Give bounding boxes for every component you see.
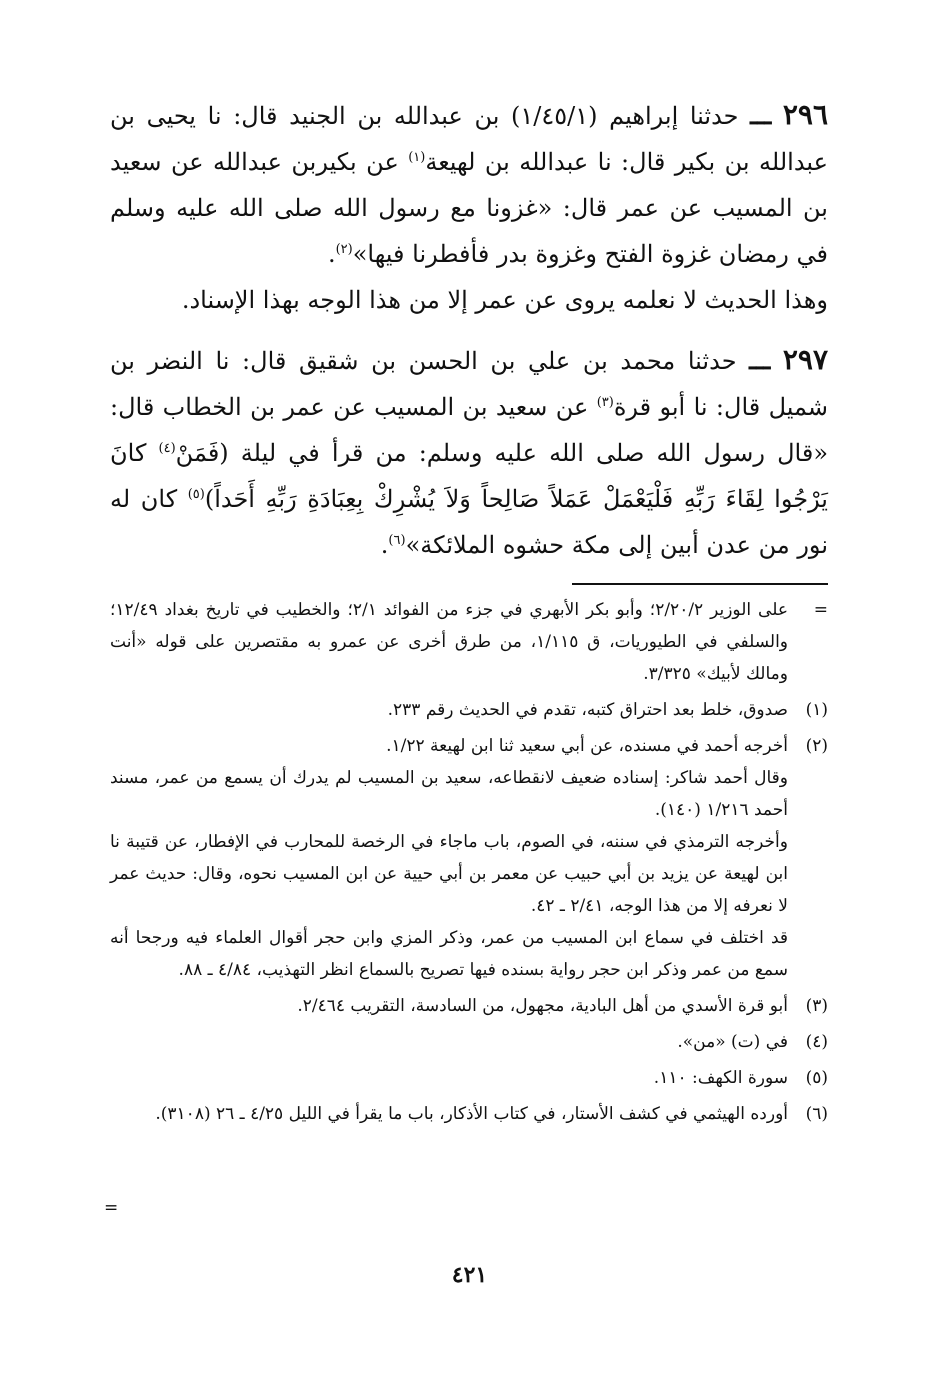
- footnote-text: سورة الكهف: ١١٠.: [653, 1068, 788, 1088]
- continuation-marker: =: [813, 600, 828, 620]
- hadith-text: .: [327, 240, 336, 268]
- hadith-text: حدثنا محمد بن علي بن الحسن بن شقيق قال: نا النضر بن شميل قال: نا أبو قرة: [110, 347, 828, 421]
- hadith-297: [110, 337, 828, 568]
- hadith-text: كان له نور من عدن أبين إلى مكة حشوه الملائكة»: [110, 485, 828, 559]
- footnote-text: أخرجه أحمد في مسنده، عن أبي سعيد ثنا ابن لهيعة ١/٢٢.: [386, 736, 788, 756]
- footnote-text: على الوزير ٢/٢٠/٢؛ وأبو بكر الأبهري في جزء من الفوائد ٢/١؛ والخطيب في تاريخ بغداد ١٢/٤٩؛ والسلفي في الطيوريات، ق ١/١١٥، من طرق أخرى عن عمرو به مقتصرين على قوله «أنت ومالك لأبيك» ٣/٣٢٥.: [110, 600, 789, 684]
- hadith-separator: ـــ: [750, 101, 772, 130]
- footnote-ref[interactable]: (١): [408, 150, 426, 165]
- footnote-2: [110, 730, 828, 986]
- footnote-text: أورده الهيثمي في كشف الأستار، في كتاب الأذكار، باب ما يقرأ في الليل ٤/٢٥ ـ ٢٦ (٣١٠٨).: [155, 1104, 788, 1124]
- page-number: ٤٢١: [451, 1262, 488, 1288]
- footnote-ref[interactable]: (٤): [158, 441, 176, 456]
- footnote-text: صدوق، خلط بعد احتراق كتبه، تقدم في الحديث رقم ٢٣٣.: [387, 700, 788, 720]
- footnote-text: في (ت) «من».: [677, 1032, 788, 1052]
- hadith-text: عن بكيربن عبدالله عن سعيد بن المسيب عن عمر قال: «غزونا مع رسول الله صلى الله عليه وسلم في رمضان غزوة الفتح وغزوة بدر فأفطرنا فيها»: [110, 148, 828, 268]
- footnote-5: [110, 1062, 828, 1094]
- hadith-comment-text: وهذا الحديث لا نعلمه يروى عن عمر إلا من هذا الوجه بهذا الإسناد.: [181, 286, 828, 314]
- hadith-comment: [110, 277, 828, 323]
- footnote-ref[interactable]: (٥): [187, 487, 205, 502]
- hadith-number: ٢٩٦: [782, 98, 828, 131]
- main-text: [110, 92, 828, 568]
- footnote-mark: (٣): [805, 996, 828, 1016]
- hadith-296: [110, 92, 828, 323]
- footnote-ref[interactable]: (٦): [388, 533, 406, 548]
- footnote-ref[interactable]: (٢): [335, 242, 353, 257]
- hadith-paragraph: [110, 337, 828, 568]
- footnotes: [110, 594, 828, 1130]
- footnote-mark: (٦): [805, 1104, 828, 1124]
- footnote-text: أبو قرة الأسدي من أهل البادية، مجهول، من السادسة، التقريب ٢/٤٦٤.: [297, 996, 788, 1016]
- hadith-text: عن سعيد بن المسيب عن عمر بن الخطاب قال: «قال رسول الله صلى الله عليه وسلم: من قرأ في ليلة (فَمَنْ: [110, 393, 828, 467]
- footnote-mark: (٥): [805, 1068, 828, 1088]
- footnote-mark: (٤): [805, 1032, 828, 1052]
- hadith-text: حدثنا إبراهيم (١/٤٥/١) بن عبدالله بن الجنيد قال: نا يحيى بن عبدالله بن بكير قال: نا عبدالله بن لهيعة: [110, 102, 828, 176]
- footnote-text: وقال أحمد شاكر: إسناده ضعيف لانقطاعه، سعيد بن المسيب لم يدرك أن يسمع من عمر، مسند أحمد ١/٢١٦ (١٤٠).: [110, 768, 788, 820]
- hadith-number: ٢٩٧: [782, 343, 828, 376]
- footnote-6: [110, 1098, 828, 1130]
- footnote-mark: (٢): [805, 736, 828, 756]
- footnote-4: [110, 1026, 828, 1058]
- footnote-mark: (١): [805, 700, 828, 720]
- hadith-text: .: [380, 531, 389, 559]
- quran-verse: كانَ يَرْجُوا لِقَاءَ رَبِّهِ فَلْيَعْمَلْ عَمَلاً صَالِحاً وَلاَ يُشْرِكْ بِعِبَادَةِ رَبِّهِ أَحَداً): [110, 439, 828, 513]
- footnote-text: قد اختلف في سماع ابن المسيب من عمر، وذكر المزي وابن حجر أقوال العلماء فيه ورجحا أنه سمع من عمر وذكر ابن حجر رواية بسنده فيها تصريح بالسماع انظر التهذيب، ٤/٨٤ ـ ٨٨.: [110, 928, 788, 980]
- footnote-3: [110, 990, 828, 1022]
- hadith-paragraph: [110, 92, 828, 277]
- footnote-divider: [572, 583, 828, 585]
- continuation-end-marker: =: [104, 1198, 119, 1218]
- footnote-1: [110, 694, 828, 726]
- footnote-text: وأخرجه الترمذي في سننه، في الصوم، باب ماجاء في الرخصة للمحارب في الإفطار، عن قتيبة نا ابن لهيعة عن يزيد بن أبي حبيب عن معمر بن أبي حيية عن ابن المسيب نحوه، وقال: حديث عمر لا نعرفه إلا من هذا الوجه، ٢/٤١ ـ ٤٢.: [110, 832, 788, 916]
- hadith-separator: ـــ: [749, 346, 771, 375]
- footnote-ref[interactable]: (٣): [596, 395, 614, 410]
- footnote-continuation: [110, 594, 828, 690]
